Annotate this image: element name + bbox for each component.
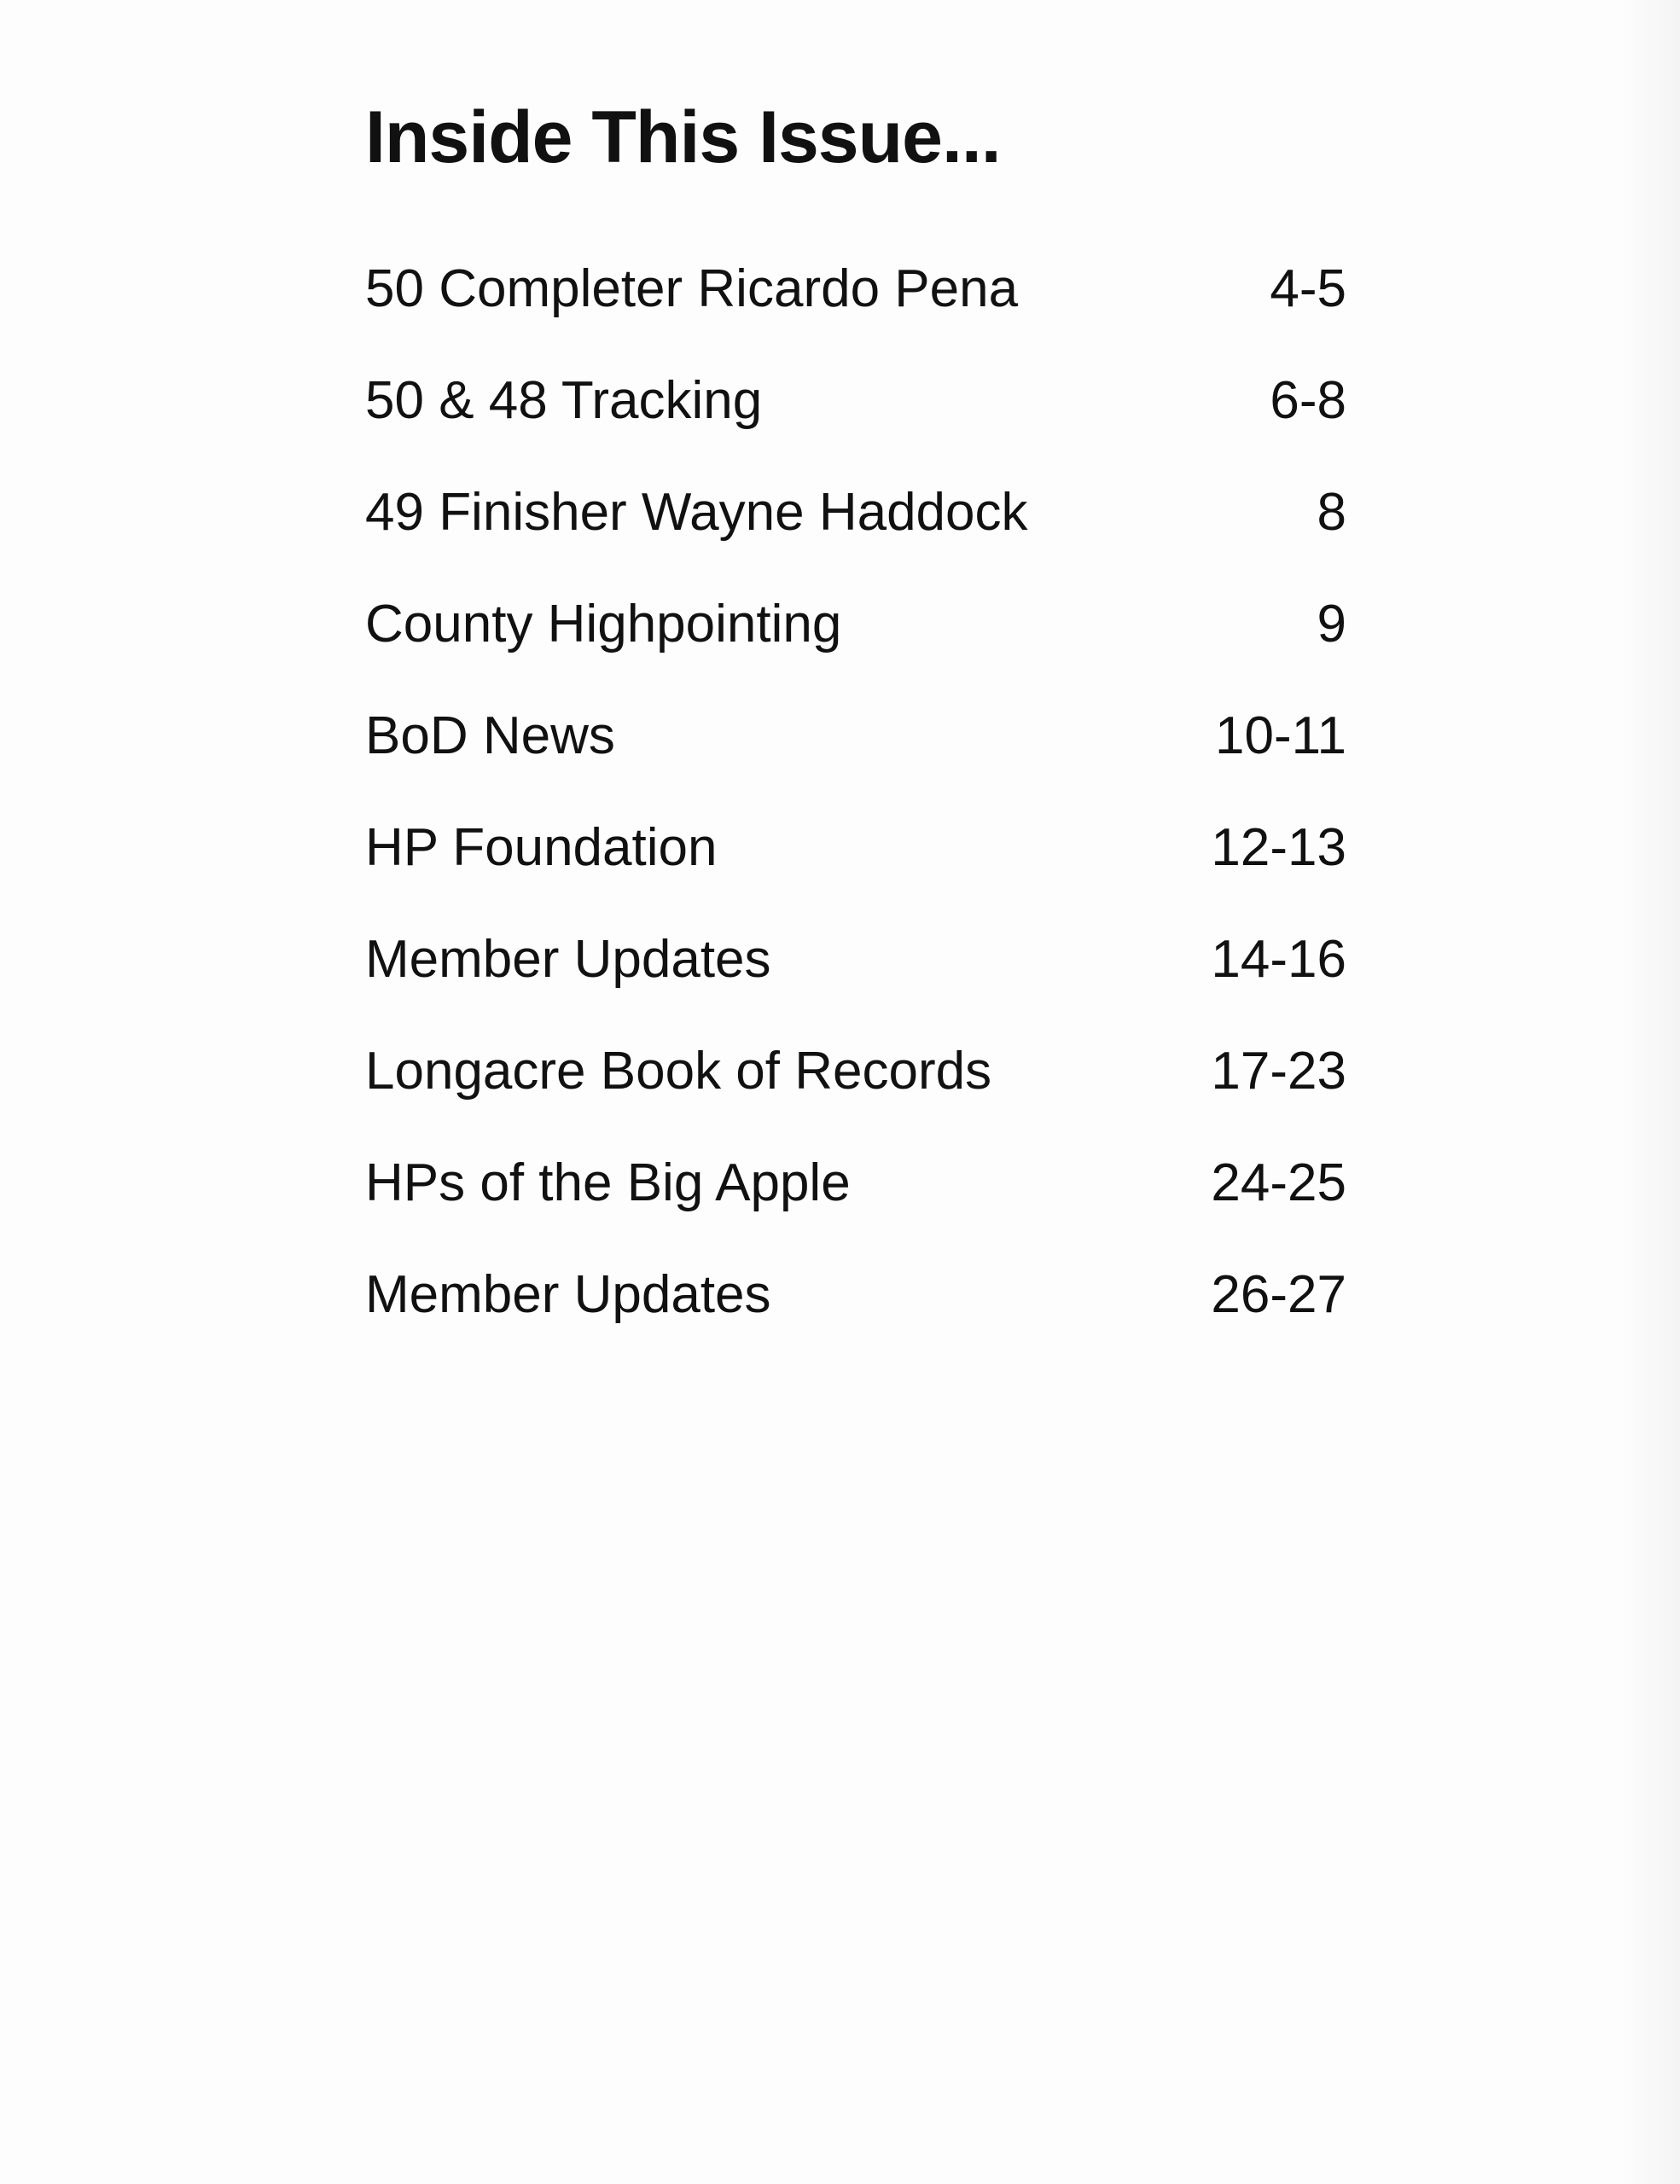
toc-entry-title: 49 Finisher Wayne Haddock (365, 483, 1028, 542)
toc-entry-pages: 17-23 (1211, 1042, 1346, 1101)
toc-entry-title: Member Updates (365, 930, 771, 989)
toc-entry-pages: 12-13 (1211, 818, 1346, 877)
toc-entry (365, 819, 1346, 931)
table-of-contents (365, 260, 1346, 1378)
toc-entry-pages: 14-16 (1211, 930, 1346, 989)
toc-entry-title: 50 Completer Ricardo Pena (365, 259, 1019, 318)
toc-entry-title: County Highpointing (365, 595, 842, 653)
toc-entry (365, 260, 1346, 372)
toc-entry-pages: 9 (1317, 595, 1346, 653)
toc-entry-pages: 26-27 (1211, 1265, 1346, 1324)
toc-entry-title: HP Foundation (365, 818, 718, 877)
toc-entry-pages: 10-11 (1215, 706, 1346, 765)
toc-entry-title: Member Updates (365, 1265, 771, 1324)
toc-entry (365, 1266, 1346, 1378)
toc-entry (365, 707, 1346, 819)
toc-entry (365, 931, 1346, 1043)
toc-entry-title: BoD News (365, 706, 615, 765)
toc-entry (365, 372, 1346, 484)
toc-entry-pages: 24-25 (1211, 1153, 1346, 1212)
toc-entry-title: Longacre Book of Records (365, 1042, 992, 1101)
toc-entry (365, 484, 1346, 595)
toc-entry-pages: 4-5 (1270, 259, 1346, 318)
scan-edge-shadow (1620, 0, 1680, 2184)
toc-entry-title: HPs of the Big Apple (365, 1153, 851, 1212)
toc-heading: Inside This Issue... (365, 96, 1001, 178)
toc-entry-pages: 8 (1317, 483, 1346, 542)
toc-entry-title: 50 & 48 Tracking (365, 371, 763, 430)
toc-entry-pages: 6-8 (1270, 371, 1346, 430)
toc-entry (365, 595, 1346, 707)
toc-entry (365, 1043, 1346, 1154)
toc-entry (365, 1154, 1346, 1266)
